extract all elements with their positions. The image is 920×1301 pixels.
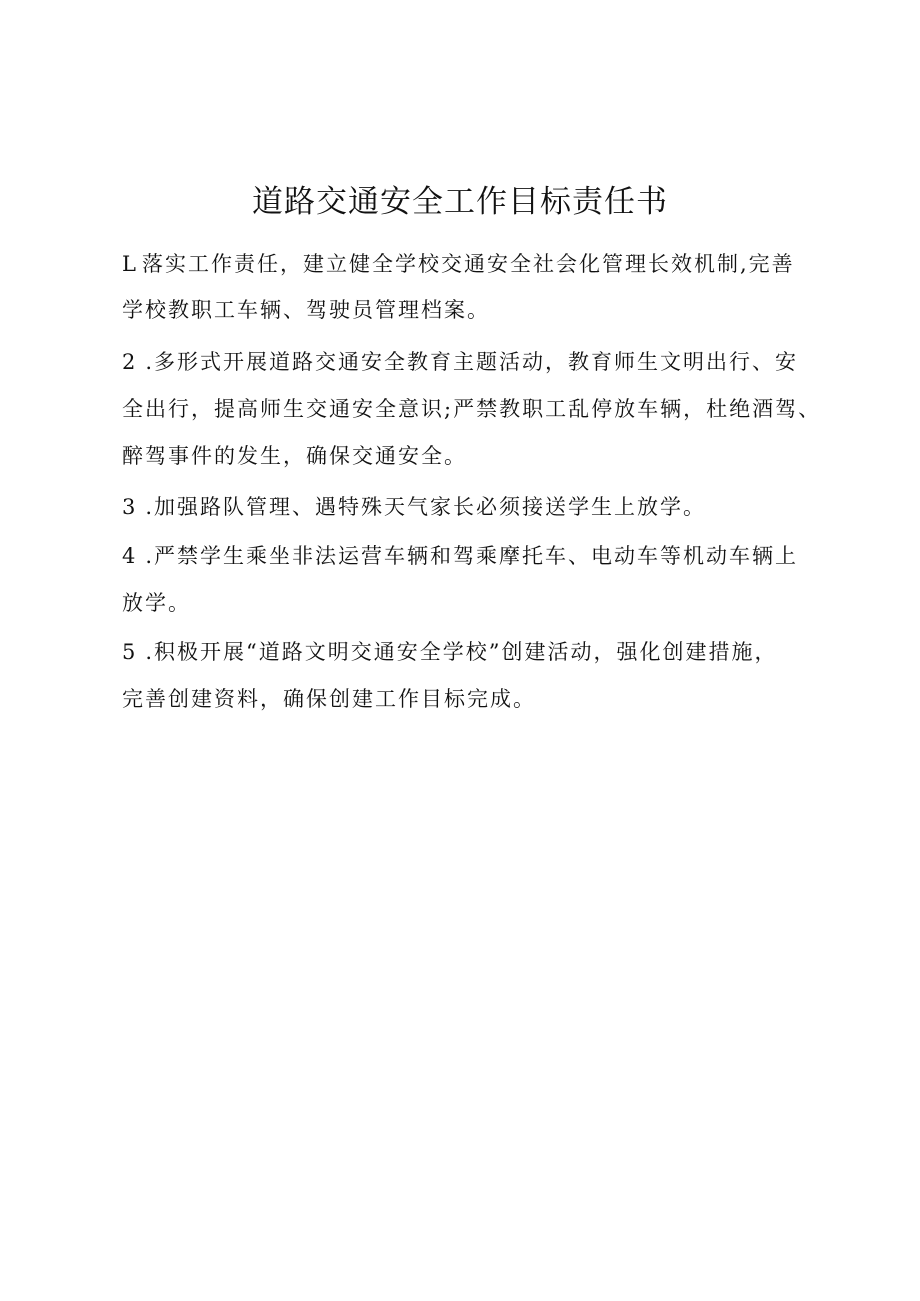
item-line — [122, 578, 191, 628]
item-text: .积极开展“道路文明交通安全学校”创建活动，强化创建措施， — [145, 640, 778, 664]
item-line — [122, 337, 798, 387]
item-number: L — [122, 252, 138, 276]
item-number: 2 — [122, 350, 138, 374]
item-line — [122, 482, 706, 532]
document-title: 道路交通安全工作目标责任书 — [252, 184, 668, 220]
item-number: 5 — [122, 640, 138, 664]
item-line — [122, 285, 490, 335]
item-number: 3 — [122, 495, 138, 519]
item-text: .严禁学生乘坐非法运营车辆和驾乘摩托车、电动车等机动车辆上 — [145, 544, 799, 568]
item-line — [122, 531, 798, 581]
item-line — [122, 674, 536, 724]
item-text: 落实工作责任，建立健全学校交通安全社会化管理长效机制,完善 — [141, 252, 795, 276]
item-line — [122, 627, 778, 677]
item-text: 完善创建资料，确保创建工作目标完成。 — [122, 687, 536, 711]
item-line — [122, 384, 821, 434]
item-text: .加强路队管理、遇特殊天气家长必须接送学生上放学。 — [145, 495, 707, 519]
item-text: 全出行，提高师生交通安全意识;严禁教职工乱停放车辆，杜绝酒驾、 — [122, 397, 822, 421]
item-text: .多形式开展道路交通安全教育主题活动，教育师生文明出行、安 — [145, 350, 799, 374]
item-number: 4 — [122, 544, 138, 568]
item-text: 放学。 — [122, 591, 191, 615]
item-line — [122, 239, 795, 289]
item-line — [122, 431, 467, 481]
item-text: 醉驾事件的发生，确保交通安全。 — [122, 444, 467, 468]
item-text: 学校教职工车辆、驾驶员管理档案。 — [122, 298, 490, 322]
